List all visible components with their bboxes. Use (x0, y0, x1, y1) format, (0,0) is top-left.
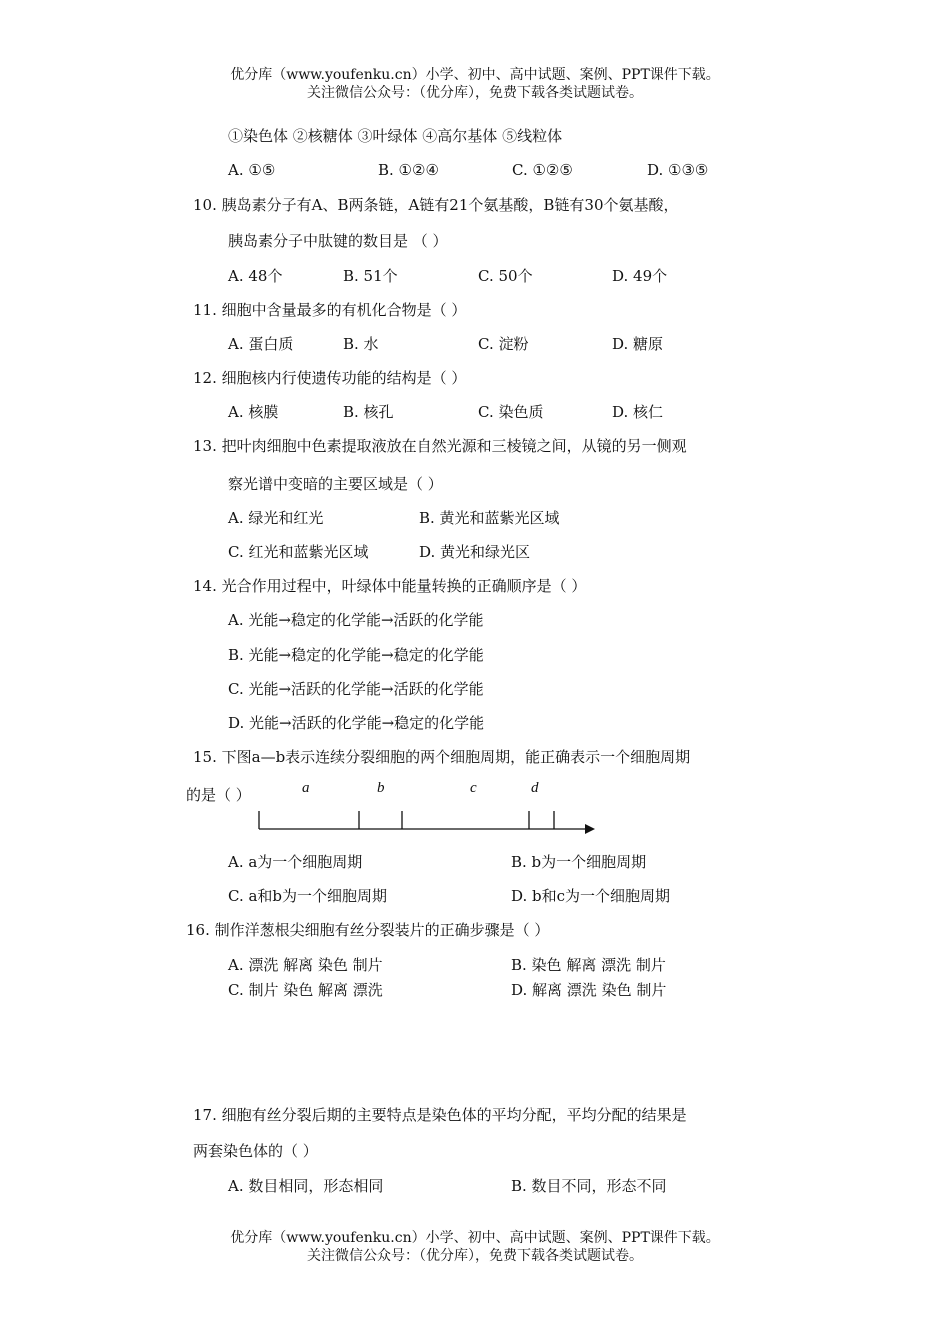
q17-option-b: B. 数目不同，形态不同 (511, 1177, 667, 1195)
q16-option-c: C. 制片 染色 解离 漂洗 (228, 981, 383, 999)
q9-option-c: C. ①②⑤ (512, 161, 573, 179)
q13-stem-2: 察光谱中变暗的主要区域是（ ） (228, 475, 443, 493)
q12-stem: 12. 细胞核内行使遗传功能的结构是（ ） (193, 369, 467, 387)
cycle-label-b: b (377, 780, 385, 796)
q13-option-b: B. 黄光和蓝紫光区域 (419, 509, 560, 527)
q14-option-c: C. 光能→活跃的化学能→活跃的化学能 (228, 680, 484, 698)
q16-option-b: B. 染色 解离 漂洗 制片 (511, 956, 666, 974)
q16-stem: 16. 制作洋葱根尖细胞有丝分裂装片的正确步骤是（ ） (186, 921, 550, 939)
q11-option-d: D. 糖原 (612, 335, 664, 353)
footer-line-2: 关注微信公众号：（优分库），免费下载各类试题试卷。 (307, 1248, 643, 1264)
q13-option-d: D. 黄光和绿光区 (419, 543, 531, 561)
q17-option-a: A. 数目相同，形态相同 (228, 1177, 384, 1195)
footer-line-1: 优分库（www.youfenku.cn）小学、初中、高中试题、案例、PPT课件下载。 (230, 1230, 720, 1246)
q14-option-b: B. 光能→稳定的化学能→稳定的化学能 (228, 646, 484, 664)
q15-option-a: A. a为一个细胞周期 (228, 853, 363, 871)
q12-option-a: A. 核膜 (228, 403, 279, 421)
q17-stem-2: 两套染色体的（ ） (193, 1142, 318, 1160)
q14-stem: 14. 光合作用过程中，叶绿体中能量转换的正确顺序是（ ） (193, 577, 587, 595)
q16-option-a: A. 漂洗 解离 染色 制片 (228, 956, 383, 974)
q15-option-d: D. b和c为一个细胞周期 (511, 887, 671, 905)
q12-option-c: C. 染色质 (478, 403, 544, 421)
q10-option-d: D. 49个 (612, 267, 668, 285)
q10-option-b: B. 51个 (343, 267, 398, 285)
q15-stem-1: 15. 下图a—b表示连续分裂细胞的两个细胞周期，能正确表示一个细胞周期 (193, 748, 691, 766)
q15-stem-2: 的是（ ） (186, 786, 251, 804)
header-line-1: 优分库（www.youfenku.cn）小学、初中、高中试题、案例、PPT课件下载。 (230, 67, 720, 83)
q12-option-b: B. 核孔 (343, 403, 394, 421)
q11-stem: 11. 细胞中含量最多的有机化合物是（ ） (193, 301, 467, 319)
cycle-label-d: d (531, 780, 539, 796)
q10-stem-2: 胰岛素分子中肽键的数目是 （ ） (228, 232, 448, 250)
q14-option-a: A. 光能→稳定的化学能→活跃的化学能 (228, 611, 484, 629)
q10-option-c: C. 50个 (478, 267, 533, 285)
q9-option-b: B. ①②④ (378, 161, 439, 179)
q11-option-a: A. 蛋白质 (228, 335, 294, 353)
q11-option-c: C. 淀粉 (478, 335, 529, 353)
q13-option-c: C. 红光和蓝紫光区域 (228, 543, 369, 561)
q13-stem-1: 13. 把叶肉细胞中色素提取液放在自然光源和三棱镜之间，从镜的另一侧观 (193, 437, 687, 455)
cell-cycle-diagram (250, 805, 610, 841)
q11-option-b: B. 水 (343, 335, 379, 353)
q13-option-a: A. 绿光和红光 (228, 509, 324, 527)
cycle-label-a: a (302, 780, 310, 796)
cycle-label-c: c (470, 780, 477, 796)
q10-option-a: A. 48个 (228, 267, 283, 285)
header-line-2: 关注微信公众号：（优分库），免费下载各类试题试卷。 (307, 85, 643, 101)
q17-stem-1: 17. 细胞有丝分裂后期的主要特点是染色体的平均分配，平均分配的结果是 (193, 1106, 687, 1124)
timeline-arrowhead (585, 824, 595, 834)
q9-option-d: D. ①③⑤ (647, 161, 709, 179)
q10-stem-1: 10. 胰岛素分子有A、B两条链，A链有21个氨基酸，B链有30个氨基酸， (193, 196, 679, 214)
q15-option-b: B. b为一个细胞周期 (511, 853, 647, 871)
q9-items: ①染色体 ②核糖体 ③叶绿体 ④高尔基体 ⑤线粒体 (228, 127, 563, 145)
q12-option-d: D. 核仁 (612, 403, 664, 421)
q15-option-c: C. a和b为一个细胞周期 (228, 887, 388, 905)
q14-option-d: D. 光能→活跃的化学能→稳定的化学能 (228, 714, 485, 732)
q16-option-d: D. 解离 漂洗 染色 制片 (511, 981, 667, 999)
q9-option-a: A. ①⑤ (228, 161, 276, 179)
